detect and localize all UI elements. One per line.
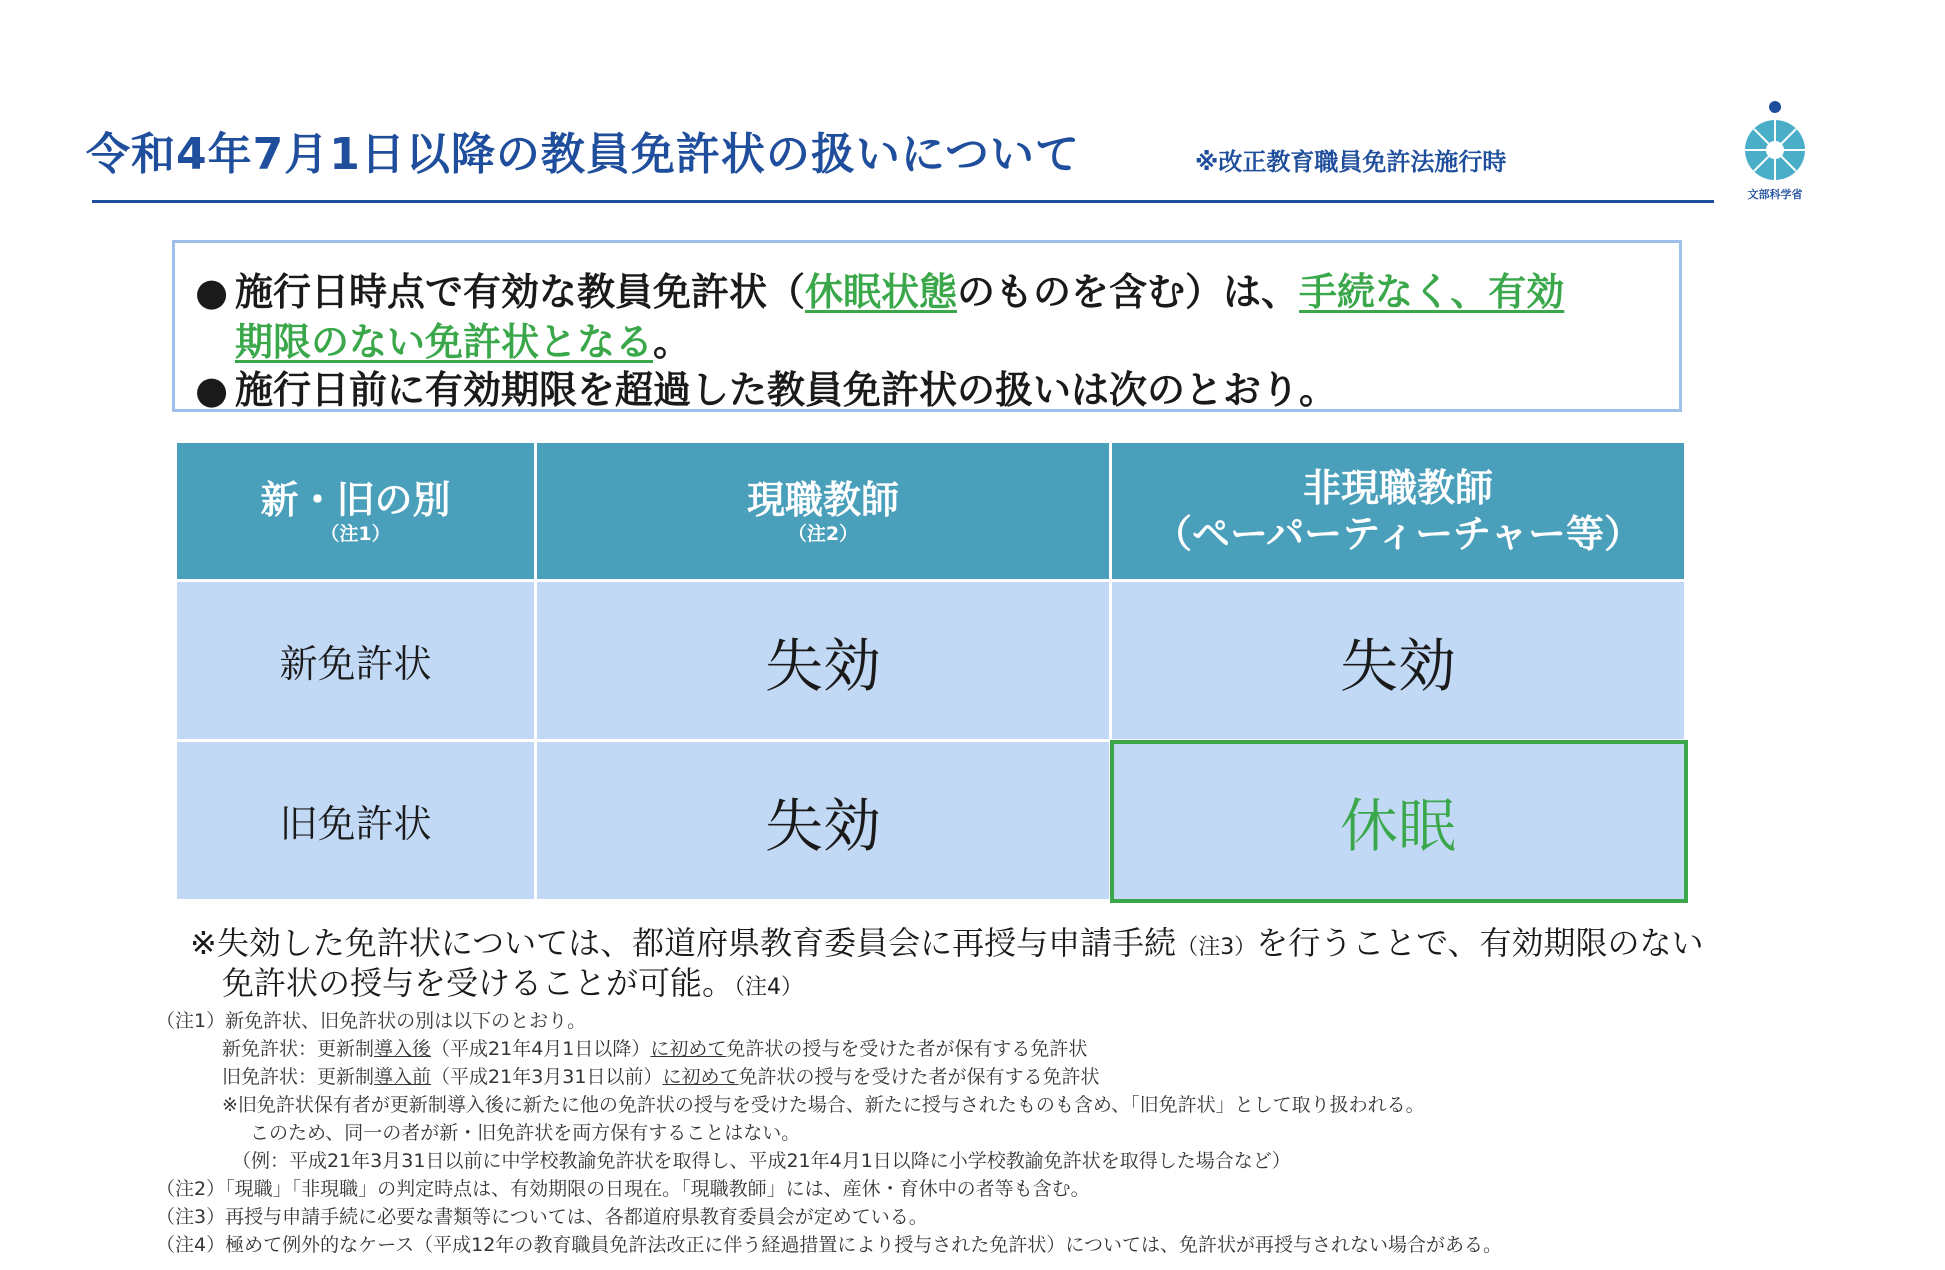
header-label: 現職教師 xyxy=(746,478,899,522)
cell-status: 失効 xyxy=(536,741,1111,901)
header-current-teacher xyxy=(536,442,1111,581)
footnote-1b xyxy=(222,1062,1100,1089)
footnote-underline: に初めて xyxy=(662,1066,739,1088)
remark-note: （注4） xyxy=(734,975,804,1000)
footnote-text: 免許状の授与を受けた者が保有する免許状 xyxy=(726,1038,1088,1060)
remark-note: （注3） xyxy=(1176,935,1257,960)
notice-line-2 xyxy=(235,311,691,366)
footnote-1d: このため、同一の者が新・旧免許状を両方保有することはない。 xyxy=(250,1122,801,1144)
table-row xyxy=(176,581,1686,741)
cell-status-highlighted: 休眠 xyxy=(1111,741,1686,901)
notice-text: 施行日時点で有効な教員免許状（ xyxy=(235,270,806,314)
table-header-row xyxy=(176,442,1686,581)
bullet-icon: ● xyxy=(195,270,229,314)
highlight-dormant: 休眠状態 xyxy=(805,270,958,314)
table-row xyxy=(176,741,1686,901)
footnote-text: （平成21年4月1日以降） xyxy=(431,1038,651,1060)
notice-text: のものを含む）は、 xyxy=(957,270,1300,314)
notice-text: 。 xyxy=(653,320,692,364)
header-label: 非現職教師 xyxy=(1302,466,1493,510)
footnote-underline: に初めて xyxy=(650,1038,727,1060)
notice-line-1 xyxy=(195,261,1564,316)
logo-caption: 文部科学省 xyxy=(1747,188,1803,201)
header-label: 新・旧の別 xyxy=(260,478,451,522)
row-label: 旧免許状 xyxy=(176,741,536,901)
footnote-1c: ※旧免許状保有者が更新制導入後に新たに他の免許状の授与を受けた場合、新たに授与されたものも含め、「旧免許状」として取り扱われる。 xyxy=(222,1094,1425,1116)
highlight-no-procedure: 手続なく、有効 xyxy=(1299,270,1565,314)
remark-text: ※失効した免許状については、都道府県教育委員会に再授与申請手続 xyxy=(190,924,1177,962)
footnote-underline: 導入後 xyxy=(374,1038,432,1060)
cell-status: 失効 xyxy=(536,581,1111,741)
notice-text: 施行日前に有効期限を超過した教員免許状の扱いは次のとおり。 xyxy=(235,368,1338,412)
license-status-table xyxy=(174,440,1687,902)
footnote-4: （注4）極めて例外的なケース（平成12年の教育職員免許法改正に伴う経過措置により授与された免許状）については、免許状が再授与されない場合がある。 xyxy=(156,1234,1502,1256)
title-divider xyxy=(92,200,1714,203)
header-note: （注1） xyxy=(320,523,391,545)
footnote-2: （注2）「現職」「非現職」の判定時点は、有効期限の日現在。「現職教師」には、産休・育休中の者等も含む。 xyxy=(156,1178,1090,1200)
footnote-text: 新免許状：更新制 xyxy=(222,1038,375,1060)
bullet-icon: ● xyxy=(195,368,229,412)
highlight-no-expiry: 期限のない免許状となる xyxy=(235,320,654,364)
notice-box xyxy=(172,240,1682,412)
footnote-3: （注3）再授与申請手続に必要な書類等については、各都道府県教育委員会が定めている。 xyxy=(156,1206,928,1228)
row-label: 新免許状 xyxy=(176,581,536,741)
header-subtitle: （ペーパーティーチャー等） xyxy=(1154,512,1642,556)
page-subtitle: ※改正教育職員免許法施行時 xyxy=(1195,148,1507,176)
footnote-1e: （例：平成21年3月31日以前に中学校教諭免許状を取得し、平成21年4月1日以降に小学校教諭免許状を取得した場合など） xyxy=(232,1150,1291,1172)
notice-line-3 xyxy=(195,359,1337,414)
header-noncurrent-teacher xyxy=(1111,442,1686,581)
footnote-1a xyxy=(222,1034,1087,1061)
ministry-emblem-icon xyxy=(1740,98,1810,184)
header-note: （注2） xyxy=(787,523,859,545)
ministry-logo xyxy=(1740,98,1810,208)
remark-text: を行うことで、有効期限のない xyxy=(1256,924,1704,962)
footnote-text: 旧免許状：更新制 xyxy=(222,1066,375,1088)
page-title: 令和4年7月1日以降の教員免許状の扱いについて xyxy=(86,129,1080,180)
remark-text: 免許状の授与を受けることが可能。 xyxy=(222,964,735,1002)
footnote-text: （平成21年3月31日以前） xyxy=(431,1066,663,1088)
cell-status: 失効 xyxy=(1111,581,1686,741)
footnote-underline: 導入前 xyxy=(374,1066,432,1088)
footnote-text: 免許状の授与を受けた者が保有する免許状 xyxy=(738,1066,1100,1088)
header-old-new xyxy=(176,442,536,581)
footnote-1: （注1）新免許状、旧免許状の別は以下のとおり。 xyxy=(156,1010,587,1032)
remark-line-2 xyxy=(222,958,803,1004)
